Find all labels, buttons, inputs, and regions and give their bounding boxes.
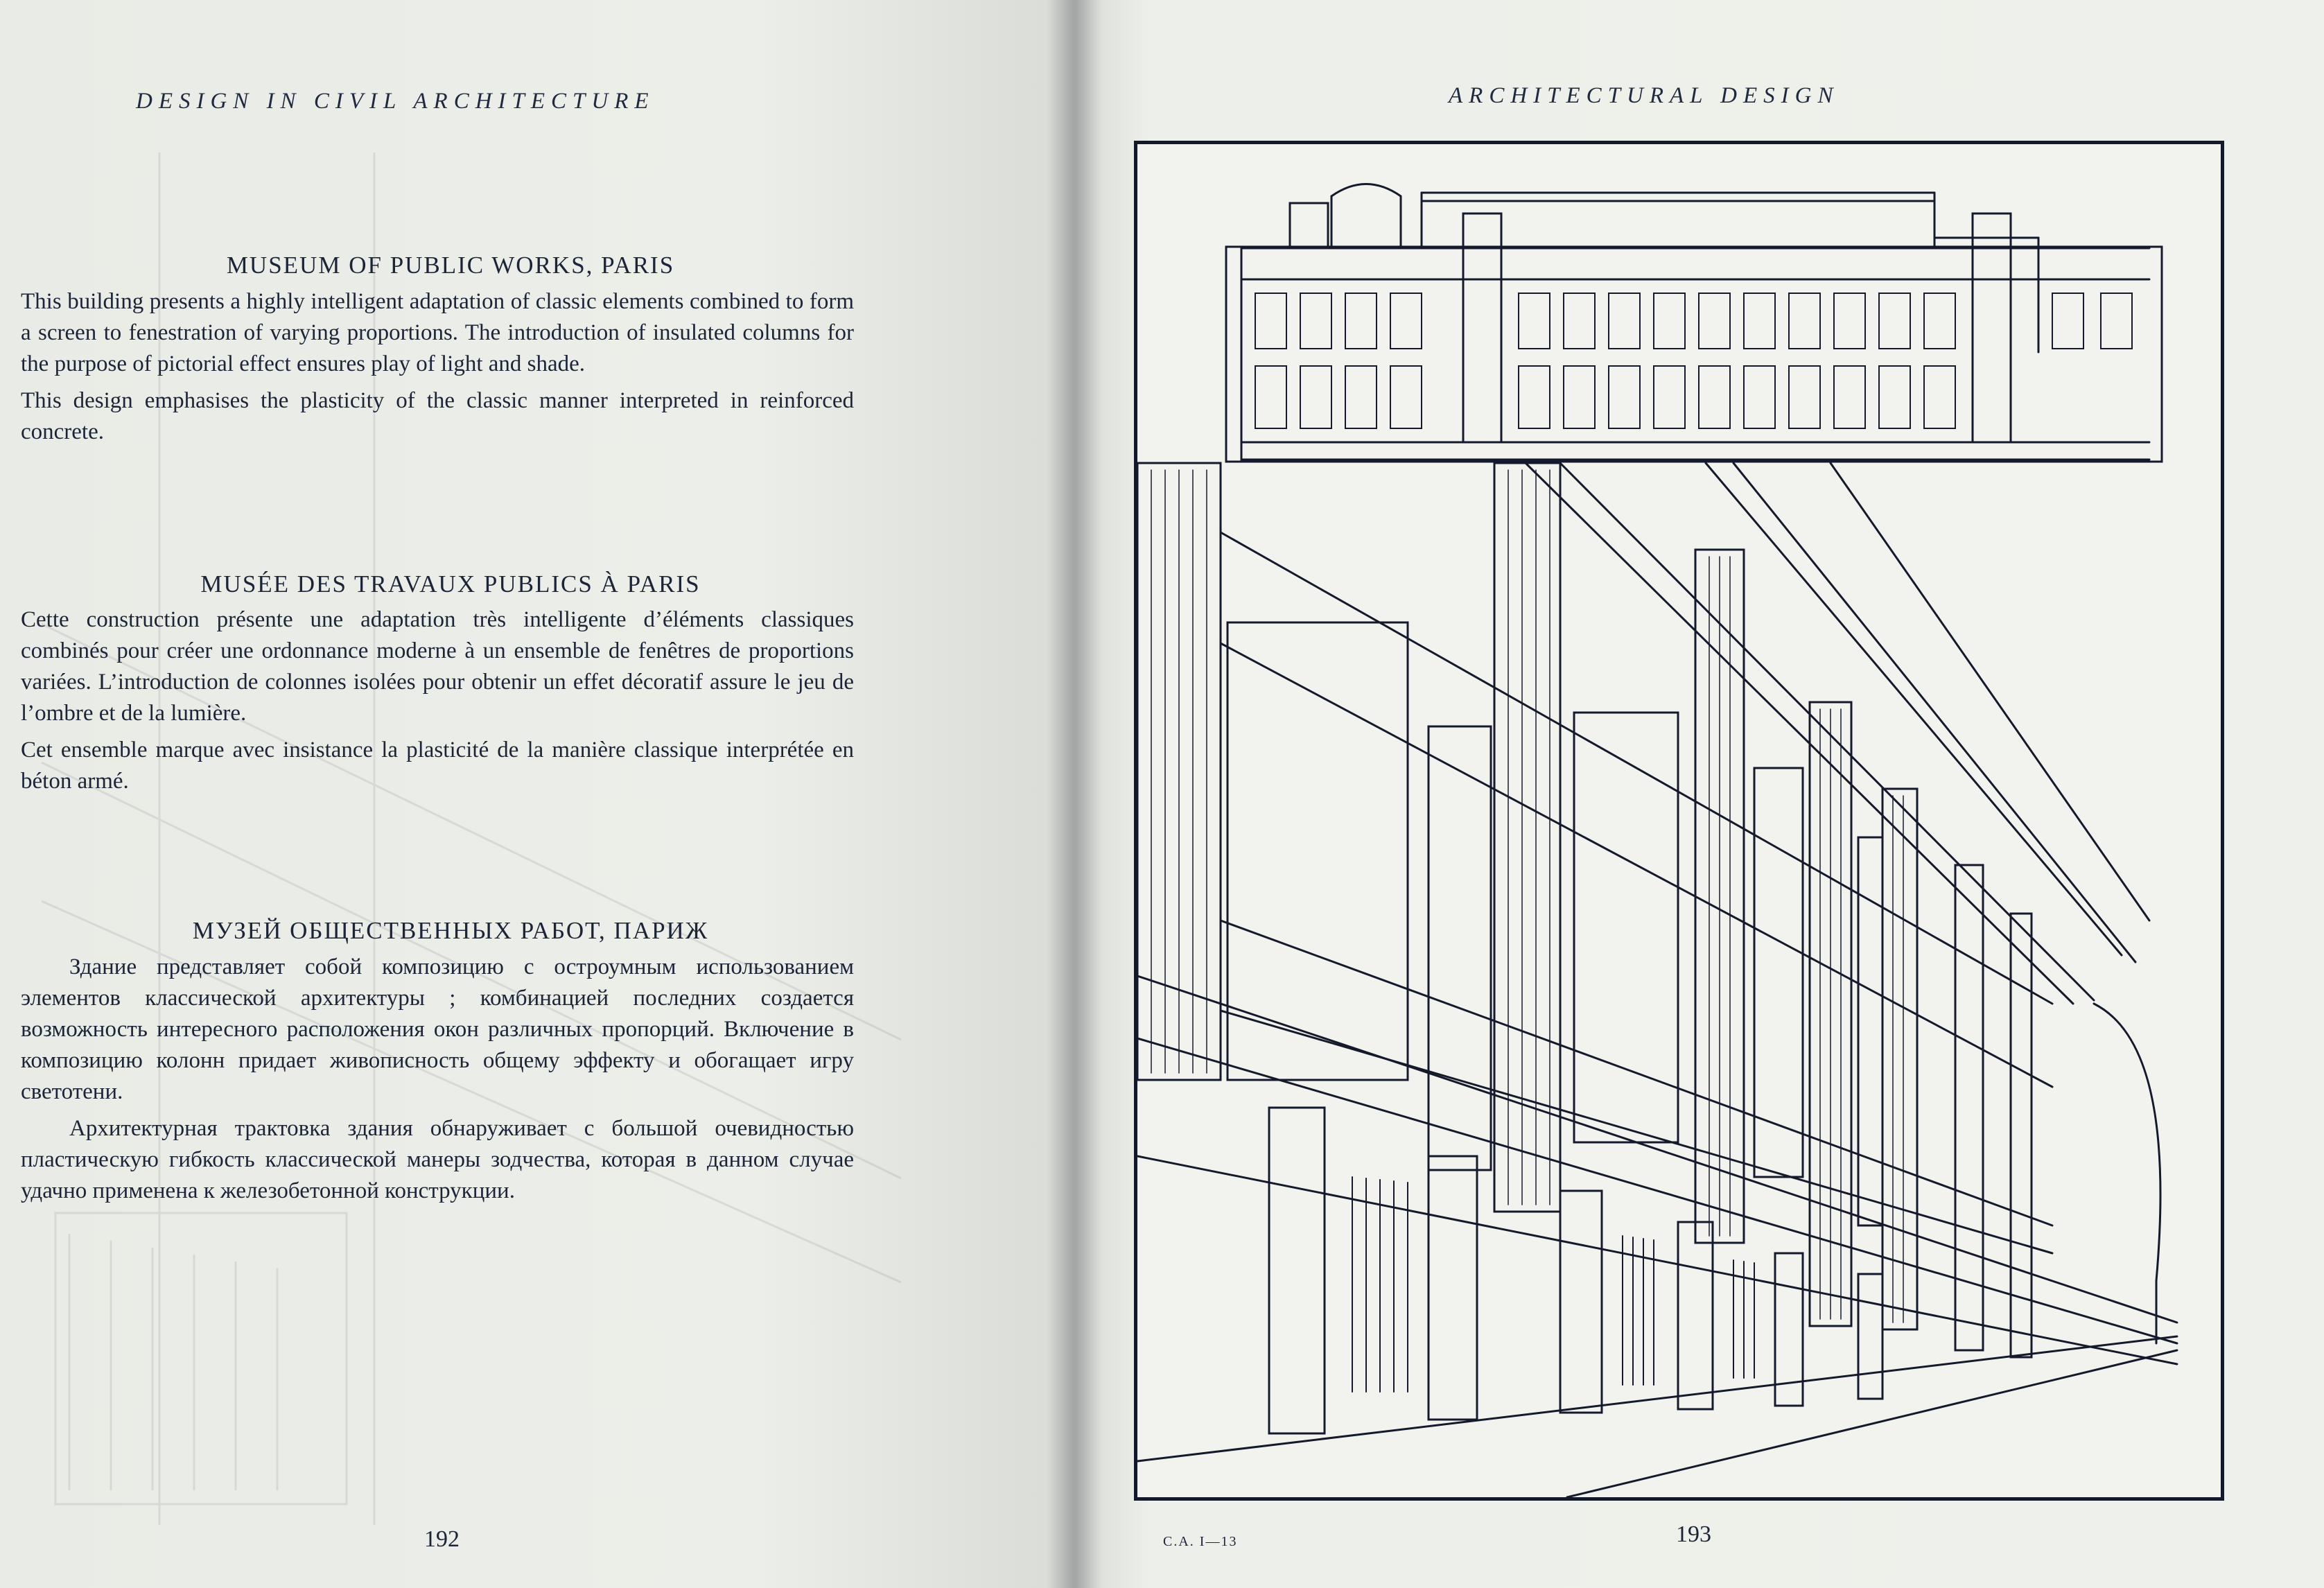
english-paragraph-1: This building presents a highly intelligent adaptation of classic elements combined to form a screen to fenestration of varying proportions. The introduction of insulated columns for the purpose of pictorial effect ensures play of light and shade. <box>21 289 854 376</box>
facade-perspective <box>1137 463 2177 1497</box>
russian-paragraph-2: Архитектурная трактовка здания обнаруживает с большой очевидностью пластическую гибкость классической манеры зодчества, которая в данном случае удачно применена к железобетонной конструкции. <box>21 1116 854 1203</box>
running-head: DESIGN IN CIVIL ARCHITECTURE <box>136 89 655 114</box>
illustration-frame <box>1134 141 2224 1501</box>
signature-mark: C.A. I—13 <box>1163 1534 1238 1549</box>
page-number-right: 193 <box>1676 1521 1711 1547</box>
russian-title: МУЗЕЙ ОБЩЕСТВЕННЫХ РАБОТ, ПАРИЖ <box>192 917 709 944</box>
french-paragraph-2: Cet ensemble marque avec insistance la plasticité de la manière classique interprétée en béton armé. <box>21 738 854 794</box>
english-paragraph-2: This design emphasises the plasticity of the classic manner interpreted in reinforced concrete. <box>21 388 854 444</box>
left-page <box>0 0 1074 1588</box>
french-title: MUSÉE DES TRAVAUX PUBLICS À PARIS <box>200 570 701 597</box>
english-title: MUSEUM OF PUBLIC WORKS, PARIS <box>226 252 675 279</box>
russian-paragraph-1: Здание представляет собой композицию с остроумным использованием элементов классической архитектуры ; комбинацией последних создается возможность интересного расположения окон различных пропорций. Включение в композицию колонн придает живописность общему эффекту и обогащает игру светотени. <box>21 954 854 1104</box>
russian-text <box>21 952 854 1212</box>
french-text <box>21 604 854 803</box>
ground-floor-grilles <box>1352 1177 1754 1392</box>
book-gutter <box>1047 0 1102 1588</box>
elevation-inset <box>1226 184 2162 462</box>
building-perspective-drawing <box>1137 144 2221 1497</box>
english-text <box>21 286 854 453</box>
running-head-right: ARCHITECTURAL DESIGN <box>1449 83 1840 108</box>
french-paragraph-1: Cette construction présente une adaptation très intelligente d’éléments classiques combinés pour créer une ordonnance moderne à un ensemble de fenêtres de proportions variées. L’introduction de colonnes isolées pour obtenir un effet décoratif assure le jeu de l’ombre et de la lumière. <box>21 607 854 726</box>
page-number-left: 192 <box>424 1526 460 1552</box>
